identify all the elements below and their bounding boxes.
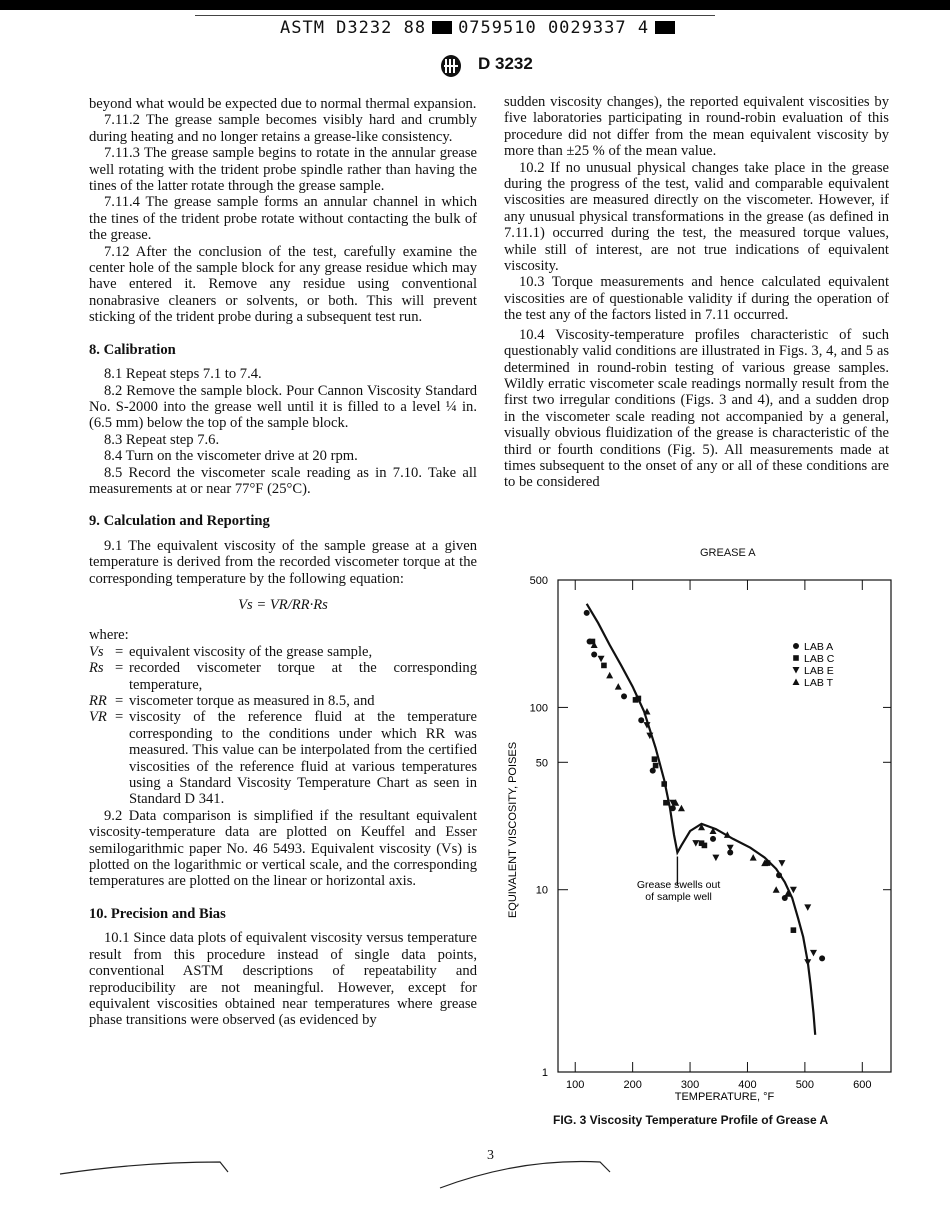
- data-point-lab-c: [601, 663, 607, 669]
- data-point-lab-t: [750, 854, 757, 861]
- data-point-lab-a: [650, 768, 656, 774]
- scan-artifact-strokes: [0, 1150, 950, 1210]
- data-point-lab-t: [784, 890, 791, 897]
- data-point-lab-c: [699, 840, 705, 846]
- data-point-lab-t: [591, 641, 598, 648]
- scan-top-bar: [0, 0, 950, 10]
- data-point-lab-c: [590, 639, 596, 645]
- data-point-lab-t: [773, 886, 780, 893]
- where-label: where:: [89, 627, 129, 644]
- data-point-lab-t: [615, 683, 622, 690]
- right-column: [504, 94, 889, 491]
- paragraph: 7.11.4 The grease sample forms an annular channel in which the tines of the trident probe rotate without contacting the bulk of the grease.: [89, 194, 477, 244]
- x-axis-label: TEMPERATURE, °F: [674, 1091, 775, 1103]
- legend-marker-lab-t: [793, 679, 800, 686]
- data-point-lab-e: [790, 887, 797, 894]
- data-point-lab-t: [643, 708, 650, 715]
- data-point-lab-e: [598, 656, 605, 663]
- x-tick-label: 100: [566, 1079, 585, 1091]
- data-point-lab-e: [778, 860, 785, 867]
- paragraph: 7.11.3 The grease sample begins to rotate in the annular grease well rotating with the trident probe spindle rather than having the tines of the latter rotate through the grease sample.: [89, 145, 477, 195]
- data-point-lab-a: [710, 836, 716, 842]
- data-point-lab-e: [646, 733, 653, 740]
- header-code-right: 0759510 0029337 4: [458, 18, 650, 38]
- annotation-text: Grease swells out: [636, 879, 721, 892]
- paragraph: 7.12 After the conclusion of the test, carefully examine the center hole of the sample block for any grease residue which may have entered it. Remove any residue using conventional nonabrasive cleaners or solvents, or both. This will prevent sticking of the trident probe during a subsequent test run.: [89, 243, 477, 326]
- figure-caption: FIG. 3 Viscosity Temperature Profile of Grease A: [553, 1113, 829, 1127]
- y-tick-label: 100: [529, 702, 548, 715]
- data-point-lab-a: [587, 638, 593, 644]
- data-point-lab-e: [712, 855, 719, 862]
- data-point-lab-t: [724, 831, 731, 838]
- data-point-lab-e: [727, 845, 734, 852]
- section-heading: 8. Calibration: [89, 341, 176, 358]
- legend-marker-lab-c: [793, 655, 799, 661]
- data-point-lab-a: [584, 610, 590, 616]
- annotation-text: of sample well: [645, 891, 712, 904]
- data-point-lab-c: [663, 800, 669, 806]
- data-point-lab-a: [621, 693, 627, 699]
- paragraph: 7.11.2 The grease sample becomes visibly hard and crumbly during heating and no longer retains a grease-like consistency.: [89, 112, 477, 145]
- legend-marker-lab-e: [793, 667, 800, 674]
- data-point-lab-c: [636, 696, 642, 702]
- header-rule: [195, 15, 715, 16]
- data-point-lab-c: [633, 697, 639, 703]
- data-point-lab-a: [591, 652, 597, 658]
- data-point-lab-e: [804, 959, 811, 966]
- paragraph: 8.2 Remove the sample block. Pour Cannon Viscosity Standard No. S-2000 into the grease well until it is filled to a level ¼ in. (6.5 mm) below the top of the sample block.: [89, 382, 477, 432]
- data-point-lab-t: [710, 827, 717, 834]
- equation: Vs = VR/RR·Rs: [238, 596, 328, 613]
- paragraph: 9.1 The equivalent viscosity of the sample grease at a given temperature is derived from the recorded viscometer torque at the corresponding temperature by the following equation:: [89, 537, 477, 587]
- paragraph: sudden viscosity changes), the reported equivalent viscosities by five laboratories participating in round-robin evaluation of this procedure did not differ from the mean equivalent viscosity by more than ±25 % of the mean value.: [504, 94, 889, 160]
- chart-title: GREASE A: [700, 547, 756, 559]
- data-point-lab-t: [761, 860, 768, 867]
- data-point-lab-c: [791, 927, 797, 933]
- header-block-mark: [432, 21, 452, 34]
- data-point-lab-a: [776, 872, 782, 878]
- data-point-lab-c: [702, 843, 708, 849]
- data-point-lab-t: [672, 799, 679, 806]
- data-point-lab-a: [782, 895, 788, 901]
- header-code-left: ASTM D3232 88: [280, 18, 427, 38]
- legend-label-lab-c: LAB C: [804, 653, 835, 665]
- legend-label-lab-t: LAB T: [804, 677, 833, 689]
- paragraph: 8.1 Repeat steps 7.1 to 7.4.: [104, 366, 262, 383]
- data-point-lab-a: [638, 717, 644, 723]
- definition-row: VR = viscosity of the reference fluid at the temperature corresponding to the conditions under which RR was measured. This value can be interpolated from the certified viscosities of the reference fluid at various temperatures using a Standard Viscosity Temperature Chart as seen in Standard D 341.: [89, 709, 477, 808]
- page-number: 3: [487, 1148, 494, 1163]
- paragraph: 8.5 Record the viscometer scale reading as in 7.10. Take all measurements at or near 77°F (25°C).: [89, 464, 477, 497]
- paragraph: 10.4 Viscosity-temperature profiles characteristic of such questionably valid conditions are illustrated in Figs. 3, 4, and 5 as determined in round-robin testing of various grease samples. Wildly erratic viscometer scale readings normally result from the first two irregular conditions (Figs. 3 and 4), and a sudden drop in the viscometer scale reading not accompanied by a general, visually obvious fluidization of the grease is characteristic of the third or fourth conditions (Fig. 5). All measurements made at times subsequent to the onset of any or all of these conditions are to be considered: [504, 326, 889, 491]
- paragraph: 10.3 Torque measurements and hence calculated equivalent viscosities are of questionable validity if during the operation of the test any of the factors listed in 7.11 occurred.: [504, 274, 889, 324]
- y-tick-label: 10: [535, 884, 548, 897]
- left-column: [89, 96, 477, 1029]
- data-point-lab-e: [692, 840, 699, 847]
- paragraph: 8.4 Turn on the viscometer drive at 20 rpm.: [104, 448, 358, 465]
- paragraph: beyond what would be expected due to normal thermal expansion.: [89, 96, 477, 112]
- data-point-lab-t: [606, 672, 613, 679]
- data-point-lab-e: [669, 800, 676, 807]
- legend-label-lab-a: LAB A: [804, 641, 834, 653]
- definition-row: Vs = equivalent viscosity of the grease sample,: [89, 643, 373, 660]
- paragraph: 10.1 Since data plots of equivalent viscosity versus temperature result from this procedure instead of single data points, conventional ASTM descriptions of repeatability and reproducibility are not meaningful. However, except for equivalent viscosities obtained near temperatures where grease phase transitions were observed (as evidenced by: [89, 930, 477, 1029]
- x-tick-label: 400: [738, 1079, 757, 1091]
- paragraph: 10.2 If no unusual physical changes take place in the grease during the progress of the test, valid and comparable equivalent viscosities are measured directly on the viscometer. However, if any unusual physical transformations in the grease (as defined in 7.11.1) occurred during the test, the measured torque values, while still of interest, are not true indications of equivalent viscosity.: [504, 159, 889, 275]
- definition-row: RR = viscometer torque as measured in 8.5, and: [89, 693, 375, 709]
- fitted-curve: [587, 604, 816, 1035]
- plot-frame: [558, 580, 891, 1072]
- data-point-lab-a: [819, 955, 825, 961]
- data-point-lab-t: [678, 805, 685, 812]
- data-point-lab-t: [698, 824, 705, 831]
- data-point-lab-e: [810, 950, 817, 957]
- astm-logo-icon: [440, 54, 462, 78]
- y-tick-label: 500: [529, 575, 548, 587]
- y-tick-label: 50: [535, 757, 548, 770]
- y-axis-label: EQUIVALENT VISCOSITY, POISES: [507, 741, 519, 919]
- y-tick-label: 1: [541, 1067, 548, 1079]
- legend-label-lab-e: LAB E: [804, 665, 834, 677]
- paragraph: 8.3 Repeat step 7.6.: [104, 431, 220, 448]
- data-point-lab-c: [652, 756, 658, 762]
- x-tick-label: 500: [795, 1079, 815, 1091]
- section-heading: 10. Precision and Bias: [89, 905, 226, 922]
- legend-marker-lab-a: [793, 643, 799, 649]
- definition-row: Rs = recorded viscometer torque at the corresponding temperature,: [89, 660, 477, 693]
- paragraph: 9.2 Data comparison is simplified if the resultant equivalent viscosity-temperature data are plotted on Keuffel and Esser semilogarithmic paper No. 46 5493. Equivalent viscosity (Vs) is plotted on the logarithmic or vertical scale, and the corresponding temperatures are plotted on the linear or horizontal axis.: [89, 807, 477, 890]
- header-code-line: [280, 18, 681, 38]
- x-tick-label: 200: [623, 1079, 642, 1091]
- data-point-lab-e: [804, 904, 811, 911]
- data-point-lab-c: [653, 763, 659, 769]
- standard-designation: D 3232: [478, 54, 533, 73]
- x-tick-label: 600: [853, 1079, 872, 1091]
- data-point-lab-e: [643, 722, 650, 729]
- data-point-lab-a: [670, 805, 676, 811]
- data-point-lab-c: [765, 860, 771, 866]
- header-block-mark-end: [655, 21, 675, 34]
- section-heading: 9. Calculation and Reporting: [89, 513, 270, 530]
- data-point-lab-a: [727, 849, 733, 855]
- x-tick-label: 300: [680, 1079, 700, 1091]
- data-point-lab-c: [661, 781, 667, 787]
